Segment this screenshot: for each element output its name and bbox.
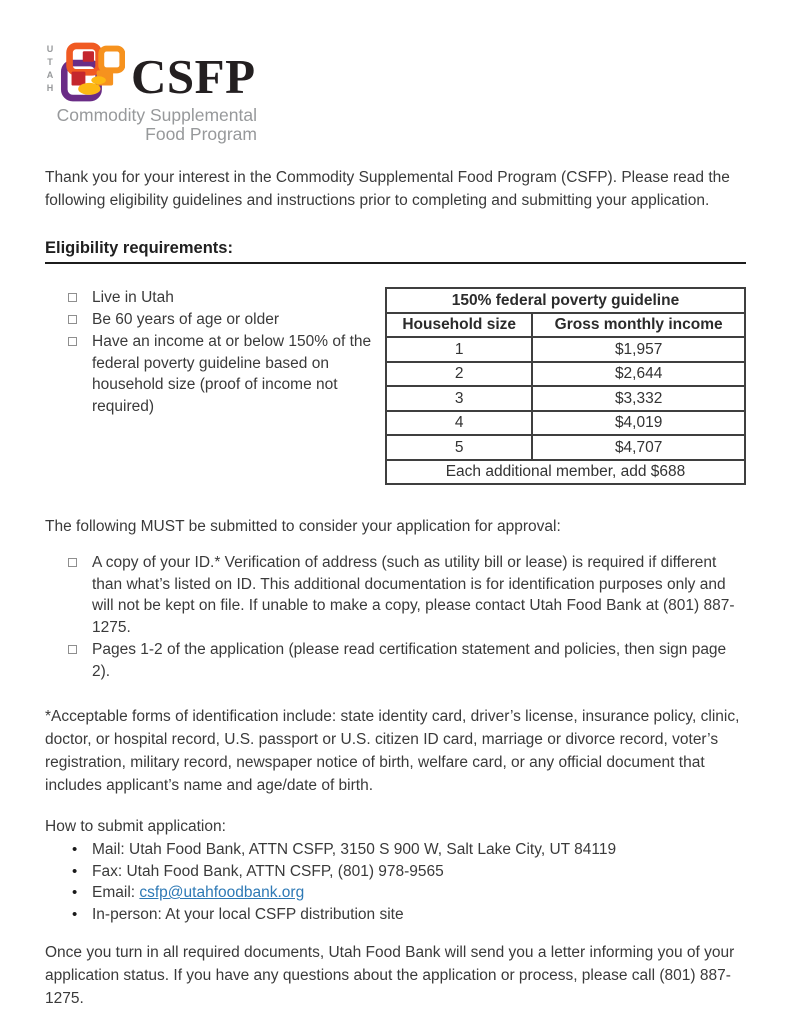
table-footer-row [386,460,745,485]
table-cell: $4,019 [532,411,745,436]
email-link[interactable]: csfp@utahfoodbank.org [139,884,305,901]
table-title-row [386,288,745,313]
bullet-icon: • [72,905,78,923]
list-item [68,287,385,309]
list-item [72,839,746,861]
list-item [68,552,746,638]
eligibility-heading: Eligibility requirements: [45,239,746,264]
table-cell: 2 [386,362,532,387]
utah-vertical-label: UTAH [45,44,55,96]
checkbox-bullet-icon [68,293,77,302]
list-item [68,331,385,417]
logo-tagline [45,106,257,144]
column-header: Household size [386,313,532,338]
table-cell: 4 [386,411,532,436]
table-row [386,362,745,387]
email-prefix: Email: [92,884,140,901]
bullet-icon: • [72,862,78,880]
eligibility-item-text: Have an income at or below 150% of the federal poverty guideline based on household size (proof of income not required) [92,333,372,415]
submit-option-mail: Mail: Utah Food Bank, ATTN CSFP, 3150 S 900 W, Salt Lake City, UT 84119 [92,841,617,858]
logo-tagline-line1: Commodity Supplemental [56,105,257,125]
eligibility-item-text: Be 60 years of age or older [92,311,279,328]
how-to-submit-heading: How to submit application: [45,818,226,835]
table-cell: $3,332 [532,386,745,411]
csfp-logo-icon [59,42,125,104]
intro-paragraph: Thank you for your interest in the Commodity Supplemental Food Program (CSFP). Please read the following eligibility guidelines and instructions prior to completing and submitting your application. [45,169,730,209]
table-row [386,386,745,411]
table-header-row [386,313,745,338]
list-item [72,861,746,883]
submission-item-text: Pages 1-2 of the application (please read certification statement and policies, then sign page 2). [92,641,727,680]
eligibility-section [45,287,746,485]
checkbox-bullet-icon [68,315,77,324]
table-cell: 1 [386,337,532,362]
list-item [72,904,746,926]
logo-tagline-line2: Food Program [145,124,257,144]
bullet-icon: • [72,884,78,901]
submission-intro: The following MUST be submitted to consider your application for approval: [45,518,561,535]
csfp-logo [45,42,260,144]
eligibility-item-text: Live in Utah [92,289,174,306]
id-forms-note: *Acceptable forms of identification include: state identity card, driver’s license, insurance policy, clinic, doctor, or hospital record, U.S. passport or U.S. citizen ID card, marriage or divorce record, voter’s registration, military record, newspaper notice of birth, welfare card, or any official document that includes applicant’s name and age/date of birth. [45,708,740,794]
table-cell: 3 [386,386,532,411]
checkbox-bullet-icon [68,337,77,346]
submission-item-text: A copy of your ID.* Verification of address (such as utility bill or lease) is required if different than what’s listed on ID. This additional documentation is for identification purposes only and will not be kept on file. If unable to make a copy, please contact Utah Food Bank at (801) 887-1275. [92,554,735,636]
column-header: Gross monthly income [532,313,745,338]
table-row [386,435,745,460]
submission-list [68,552,746,682]
table-cell: 5 [386,435,532,460]
list-item [68,639,746,682]
list-item [72,882,746,904]
table-cell: $1,957 [532,337,745,362]
closing-paragraph: Once you turn in all required documents, Utah Food Bank will send you a letter informing you of your application status. If you have any questions about the application or process, please call (801) 887-1275. [45,944,735,1007]
table-title: 150% federal poverty guideline [386,288,745,313]
submit-option-email [92,882,304,904]
how-to-submit-list [72,839,746,925]
submit-option-inperson: In-person: At your local CSFP distribution site [92,905,404,923]
table-footer: Each additional member, add $688 [386,460,745,485]
logo-acronym: CSFP [131,49,256,104]
checkbox-bullet-icon [68,558,77,567]
table-row [386,337,745,362]
table-row [386,411,745,436]
bullet-icon: • [72,841,78,858]
table-cell: $4,707 [532,435,745,460]
poverty-guideline-table [385,287,746,485]
submit-option-fax: Fax: Utah Food Bank, ATTN CSFP, (801) 978-9565 [92,862,444,880]
table-cell: $2,644 [532,362,745,387]
eligibility-list [68,287,385,485]
list-item [68,309,385,331]
checkbox-bullet-icon [68,645,77,654]
